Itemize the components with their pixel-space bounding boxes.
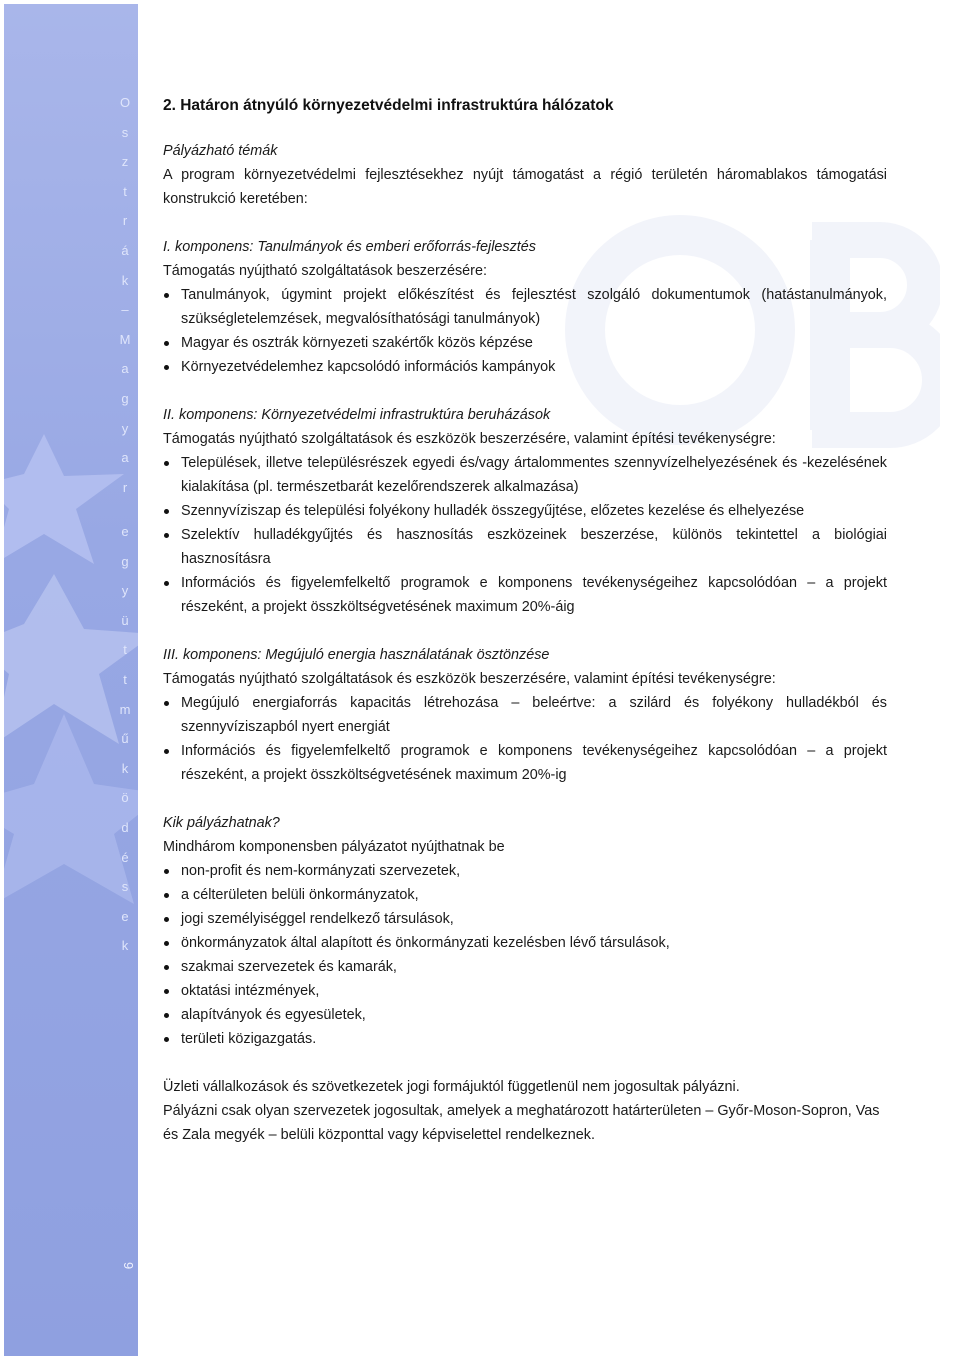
tagline-glyph (123, 540, 127, 555)
tagline-glyph: y (121, 420, 129, 436)
tagline-glyph: k (121, 760, 129, 776)
tagline-glyph: ö (121, 790, 129, 806)
tagline-glyph: é (121, 849, 129, 865)
tagline-glyph (123, 895, 127, 910)
list-item: a célterületen belüli önkormányzatok, (163, 883, 887, 907)
component1-intro: Támogatás nyújtható szolgáltatások beszerzésére: (163, 263, 487, 279)
tagline-glyph (123, 865, 127, 880)
tagline-glyph: d (121, 820, 129, 836)
list-item: szakmai szervezetek és kamarák, (163, 955, 887, 979)
tagline-glyph (123, 688, 127, 703)
tagline-glyph: y (121, 583, 129, 599)
component2-intro: Támogatás nyújtható szolgáltatások és eszközök beszerzésére, valamint építési tevékenységre: (163, 431, 776, 447)
tagline-glyph (123, 288, 127, 303)
tagline-glyph: a (121, 361, 129, 377)
tagline-glyph (123, 348, 127, 363)
list-item: Szelektív hulladékgyűjtés és hasznosítás eszközeinek beszerzése, különös tekintettel a biológiai hasznosításra (163, 523, 887, 571)
tagline-glyph (123, 747, 127, 762)
tagline-glyph: a (121, 450, 129, 466)
component3-list (163, 691, 887, 787)
tagline-glyph (123, 407, 127, 422)
section-title: 2. Határon átnyúló környezetvédelmi infrastruktúra hálózatok (163, 97, 614, 114)
tagline-glyph (123, 570, 127, 585)
applicants-heading: Kik pályázhatnak? (163, 815, 280, 831)
component3-intro: Támogatás nyújtható szolgáltatások és eszközök beszerzésére, valamint építési tevékenységre: (163, 671, 776, 687)
topics-heading: Pályázható témák (163, 143, 278, 159)
tagline-glyph: g (121, 553, 129, 569)
list-item: Megújuló energiaforrás kapacitás létrehozása – beleértve: a szilárd és folyékony hulladékból és szennyvíziszapból nyert energiát (163, 691, 887, 739)
tagline-glyph: ü (121, 612, 129, 628)
list-item: alapítványok és egyesületek, (163, 1003, 887, 1027)
tagline-glyph (123, 717, 127, 732)
tagline-glyph (123, 377, 127, 392)
list-item: Információs és figyelemfelkeltő programok e komponens tevékenységeihez kapcsolódóan – a projekt részeként, a projekt összköltségvetésének maximum 20%-áig (163, 571, 887, 619)
page-number: 6 (121, 1262, 136, 1270)
tagline-glyph (123, 806, 127, 821)
tagline-glyph: e (121, 524, 129, 540)
tagline-glyph: k (121, 938, 129, 954)
tagline-glyph: M (119, 331, 131, 347)
component3-heading: III. komponens: Megújuló energia használatának ösztönzése (163, 647, 550, 663)
tagline-glyph (123, 200, 127, 215)
component1-heading: I. komponens: Tanulmányok és emberi erőforrás-fejlesztés (163, 239, 536, 255)
topics-text: A program környezetvédelmi fejlesztésekhez nyújt támogatást a régió területén háromablakos támogatási konstrukció keretében: (163, 167, 887, 207)
applicants-note-1: Üzleti vállalkozások és szövetkezetek jogi formájuktól függetlenül nem jogosultak pályázni. (163, 1079, 740, 1095)
tagline-glyph (123, 510, 127, 525)
tagline-glyph: e (121, 908, 129, 924)
component1-list (163, 283, 887, 379)
applicants-note-2: Pályázni csak olyan szervezetek jogosultak, amelyek a meghatározott határterületen – Győr-Moson-Sopron, Vas és Zala megyék – belüli központtal vagy képviselettel rendelkeznek. (163, 1103, 880, 1143)
tagline-glyph (123, 658, 127, 673)
tagline-glyph (123, 599, 127, 614)
list-item: Környezetvédelemhez kapcsolódó információs kampányok (163, 355, 887, 379)
tagline-glyph (123, 111, 127, 126)
vertical-tagline (116, 96, 134, 954)
tagline-glyph: r (122, 213, 128, 229)
tagline-glyph: O (119, 95, 131, 110)
component2-list (163, 451, 887, 619)
sidebar-band (4, 4, 138, 1356)
tagline-glyph (123, 777, 127, 792)
tagline-glyph (123, 466, 127, 481)
tagline-glyph: t (123, 183, 127, 199)
list-item: oktatási intézmények, (163, 979, 887, 1003)
tagline-glyph (123, 496, 127, 511)
tagline-glyph: á (121, 242, 129, 258)
tagline-glyph: k (121, 272, 129, 288)
tagline-glyph: m (119, 701, 131, 717)
tagline-glyph (123, 629, 127, 644)
tagline-glyph (123, 925, 127, 940)
tagline-glyph (123, 318, 127, 333)
tagline-glyph: s (121, 879, 129, 895)
document-body (163, 95, 887, 1147)
component2-heading: II. komponens: Környezetvédelmi infrastruktúra beruházások (163, 407, 551, 423)
tagline-glyph (123, 836, 127, 851)
tagline-glyph: z (121, 154, 129, 170)
tagline-glyph: – (121, 302, 129, 318)
list-item: Tanulmányok, úgymint projekt előkészítést és fejlesztést szolgáló dokumentumok (hatástanulmányok, szükségletelemzések, megvalósíthatósági tanulmányok) (163, 283, 887, 331)
list-item: jogi személyiséggel rendelkező társulások, (163, 907, 887, 931)
list-item: non-profit és nem-kormányzati szervezetek, (163, 859, 887, 883)
tagline-glyph (123, 140, 127, 155)
tagline-glyph (123, 436, 127, 451)
tagline-glyph: s (121, 124, 129, 140)
tagline-glyph (123, 229, 127, 244)
tagline-glyph: ű (121, 731, 129, 747)
list-item: önkormányzatok által alapított és önkormányzati kezelésben lévő társulások, (163, 931, 887, 955)
tagline-glyph: t (123, 672, 127, 688)
applicants-list (163, 859, 887, 1051)
list-item: területi közigazgatás. (163, 1027, 887, 1051)
tagline-glyph: g (121, 390, 129, 406)
list-item: Települések, illetve településrészek egyedi és/vagy ártalommentes szennyvízelhelyezésének és -kezelésének kialakítása (pl. természetbarát kezelőrendszerek alkalmazása) (163, 451, 887, 499)
list-item: Információs és figyelemfelkeltő programok e komponens tevékenységeihez kapcsolódóan – a projekt részeként, a projekt összköltségvetésének maximum 20%-ig (163, 739, 887, 787)
applicants-intro: Mindhárom komponensben pályázatot nyújthatnak be (163, 839, 505, 855)
tagline-glyph: t (123, 642, 127, 658)
tagline-glyph (123, 170, 127, 185)
list-item: Szennyvíziszap és települési folyékony hulladék összegyűjtése, előzetes kezelése és elhelyezése (163, 499, 887, 523)
tagline-glyph (123, 259, 127, 274)
list-item: Magyar és osztrák környezeti szakértők közös képzése (163, 331, 887, 355)
tagline-glyph: r (122, 479, 128, 495)
